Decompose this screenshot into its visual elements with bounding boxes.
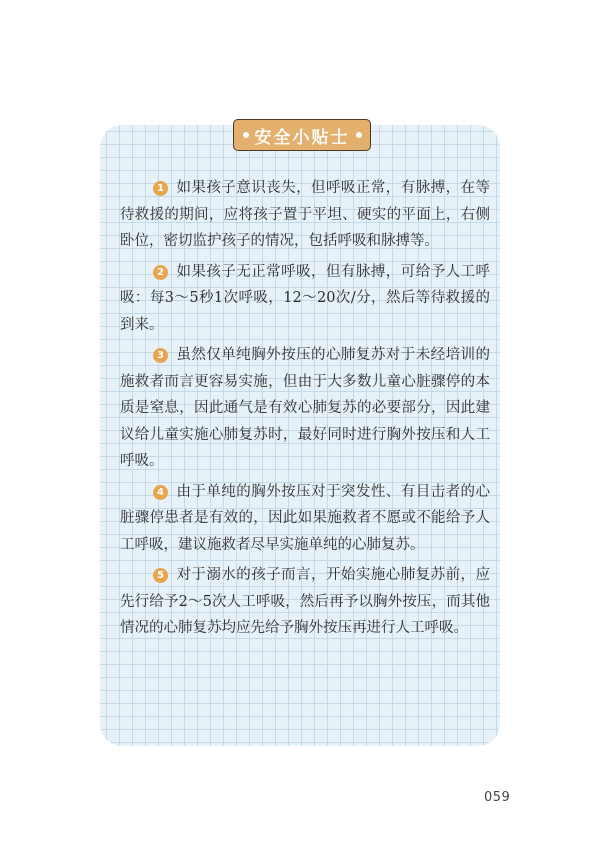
number-badge: 3 (153, 348, 168, 363)
page-number: 059 (484, 790, 511, 805)
dot-icon (356, 132, 362, 138)
tip-item-4 (120, 479, 490, 559)
tip-text: 如果孩子意识丧失，但呼吸正常，有脉搏，在等待救援的期间，应将孩子置于平坦、硬实的平面上，右侧卧位，密切监护孩子的情况，包括呼吸和脉搏等。 (120, 180, 490, 249)
number-badge: 2 (153, 265, 168, 280)
tip-title-tag (233, 119, 371, 151)
number-badge: 1 (153, 181, 168, 196)
tip-text: 对于溺水的孩子而言，开始实施心肺复苏前，应先行给予2～5次人工呼吸，然后再予以胸外按压，而其他情况的心肺复苏均应先给予胸外按压再进行人工呼吸。 (120, 567, 490, 636)
tip-title: 安全小贴士 (254, 127, 350, 148)
tip-text: 虽然仅单纯胸外按压的心肺复苏对于未经培训的施救者而言更容易实施，但由于大多数儿童心脏骤停的本质是窒息，因此通气是有效心肺复苏的必要部分，因此建议给儿童实施心肺复苏时，最好同时进行胸外按压和人工呼吸。 (120, 347, 490, 469)
tip-item-2 (120, 259, 490, 339)
tip-item-3 (120, 342, 490, 475)
tip-text: 如果孩子无正常呼吸，但有脉搏，可给予人工呼吸：每3～5秒1次呼吸，12～20次/分，然后等待救援的到来。 (120, 263, 490, 333)
number-badge: 4 (153, 485, 168, 500)
tip-list (120, 175, 490, 646)
tip-item-5 (120, 562, 490, 642)
tip-item-1 (120, 175, 490, 255)
tip-text: 由于单纯的胸外按压对于突发性、有目击者的心脏骤停患者是有效的，因此如果施救者不愿或不能给予人工呼吸，建议施救者尽早实施单纯的心肺复苏。 (120, 483, 490, 553)
number-badge: 5 (153, 568, 168, 583)
dot-icon (243, 132, 249, 138)
